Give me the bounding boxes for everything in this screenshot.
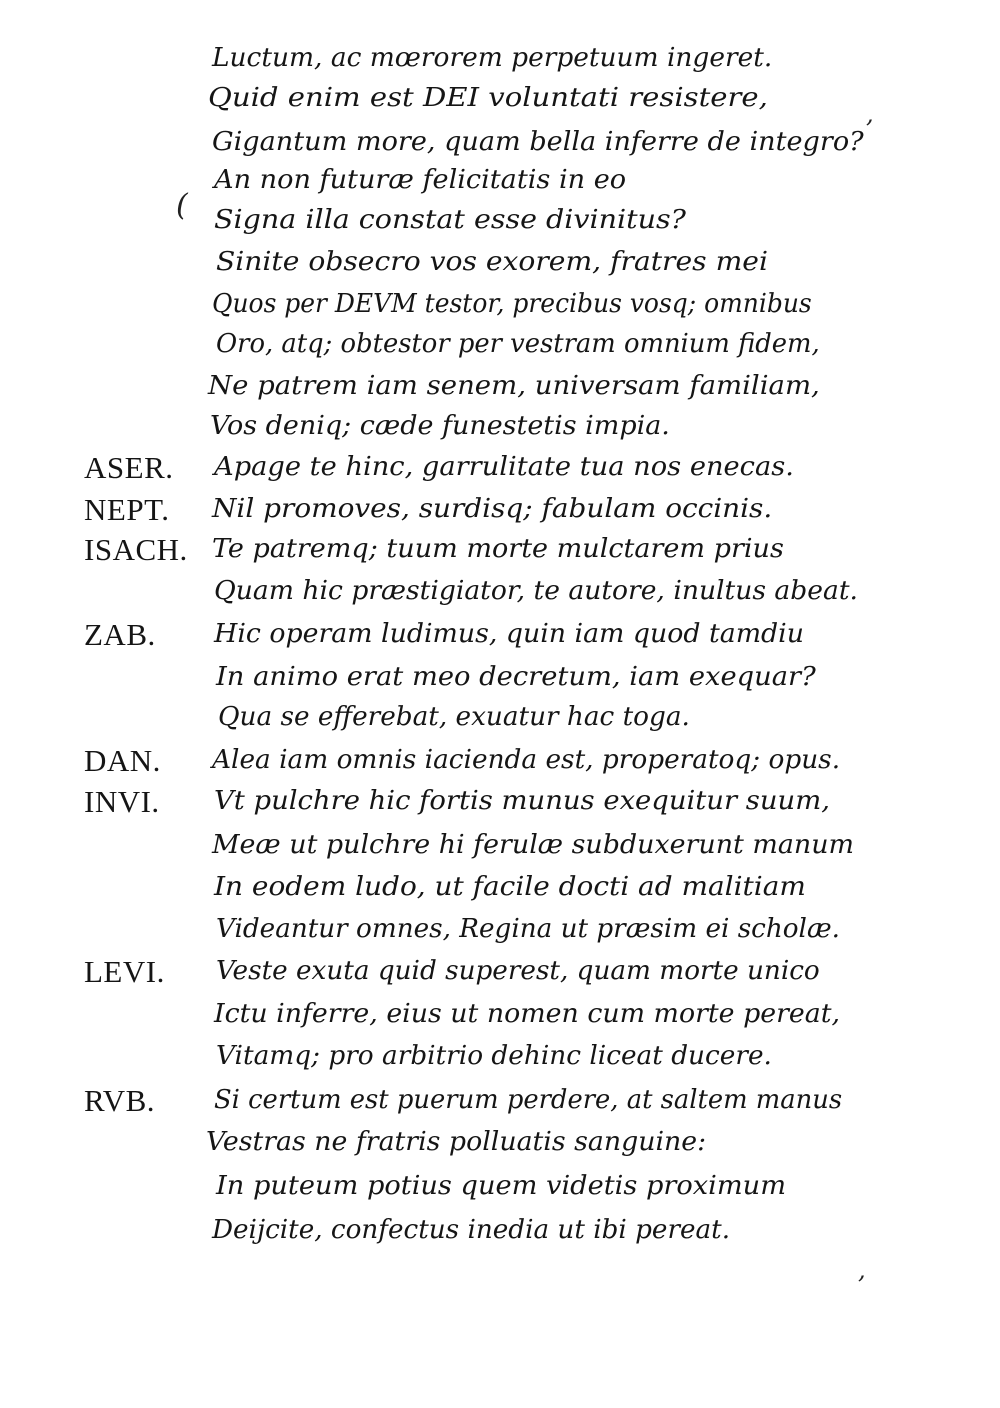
verse-text: Meæ ut pulchre hi ferulæ subduxerunt manum: [212, 830, 855, 860]
verse-line: [0, 1166, 1000, 1208]
verse-line: [0, 529, 1000, 571]
verse-text: Vitamq; pro arbitrio dehinc liceat ducere.: [216, 1041, 772, 1071]
verse-text: Deijcite, confectus inedia ut ibi pereat.: [212, 1215, 731, 1245]
verse-text: Veste exuta quid superest, quam morte unico: [216, 956, 820, 986]
speaker-label: INVI.: [84, 784, 160, 819]
speaker-label: LEVI.: [84, 954, 165, 989]
verse-line: [0, 825, 1000, 867]
verse-line: [0, 867, 1000, 909]
verse-line: [0, 994, 1000, 1036]
verse-line: [0, 406, 1000, 448]
verse-line: [0, 489, 1000, 531]
verse-line: [0, 909, 1000, 951]
verse-text: Hic operam ludimus, quin iam quod tamdiu: [214, 619, 804, 649]
verse-line: [0, 781, 1000, 823]
speaker-label: ZAB.: [84, 617, 156, 652]
verse-text: Alea iam omnis iacienda est, properatoq; opus.: [212, 745, 841, 775]
verse-text: Quam hic præstigiator, te autore, inultus abeat.: [214, 576, 858, 606]
verse-line: [0, 1036, 1000, 1078]
verse-text: Signa illa constat esse divinitus?: [214, 205, 686, 235]
verse-line: [0, 951, 1000, 993]
verse-text: Si certum est puerum perdere, at saltem manus: [214, 1085, 843, 1115]
verse-text: In animo erat meo decretum, iam exequar?: [216, 662, 816, 692]
verse-text: Vestras ne fratris polluatis sanguine:: [206, 1127, 707, 1157]
verse-text: Ne patrem iam senem, universam familiam,: [208, 371, 820, 401]
verse-text: In puteum potius quem videtis proximum: [216, 1171, 787, 1201]
verse-text: Qua se efferebat, exuatur hac toga.: [218, 702, 690, 732]
verse-text: Vos deniq; cæde funestetis impia.: [210, 411, 670, 441]
speaker-label: RVB.: [84, 1083, 156, 1118]
verse-line: [0, 38, 1000, 80]
verse-line: [0, 78, 1000, 120]
verse-text: Sinite obsecro vos exorem, fratres mei: [216, 247, 768, 277]
verse-text: Quid enim est DEI voluntati resistere,: [208, 83, 768, 113]
verse-text: Gigantum more, quam bella inferre de integro?: [212, 127, 864, 157]
verse-text: Vt pulchre hic fortis munus exequitur suum,: [214, 786, 830, 816]
verse-text: Apage te hinc, garrulitate tua nos enecas.: [214, 452, 794, 482]
verse-text: Oro, atq; obtestor per vestram omnium fidem,: [216, 329, 820, 359]
verse-text: In eodem ludo, ut facile docti ad malitiam: [214, 872, 806, 902]
speaker-label: NEPT.: [84, 492, 170, 527]
verse-line: [0, 1122, 1000, 1164]
margin-bracket-mark: (: [176, 188, 188, 223]
verse-line: [0, 740, 1000, 782]
verse-text: An non futuræ felicitatis in eo: [214, 165, 627, 195]
verse-line: [0, 284, 1000, 326]
verse-line: [0, 200, 1000, 242]
verse-line: [0, 657, 1000, 699]
speaker-label: ISACH.: [84, 532, 188, 567]
verse-line: [0, 571, 1000, 613]
verse-line: [0, 614, 1000, 656]
margin-tick-mark: ,: [858, 1256, 866, 1284]
verse-text: Luctum, ac mœrorem perpetuum ingeret.: [212, 43, 773, 73]
verse-line: [0, 160, 1000, 202]
verse-line: [0, 122, 1000, 164]
verse-line: [0, 1210, 1000, 1252]
verse-text: Quos per DEVM testor, precibus vosq; omnibus: [212, 289, 812, 319]
verse-line: [0, 447, 1000, 489]
verse-text: Videantur omnes, Regina ut præsim ei scholæ.: [216, 914, 840, 944]
margin-tick-mark: ,: [866, 100, 874, 128]
speaker-label: DAN.: [84, 743, 161, 778]
verse-text: Te patremq; tuum morte mulctarem prius: [212, 534, 784, 564]
verse-line: [0, 1080, 1000, 1122]
verse-line: [0, 366, 1000, 408]
verse-text: Ictu inferre, eius ut nomen cum morte pereat,: [214, 999, 841, 1029]
verse-line: [0, 324, 1000, 366]
verse-line: [0, 697, 1000, 739]
verse-text: Nil promoves, surdisq; fabulam occinis.: [212, 494, 773, 524]
verse-line: [0, 242, 1000, 284]
speaker-label: ASER.: [84, 450, 174, 485]
